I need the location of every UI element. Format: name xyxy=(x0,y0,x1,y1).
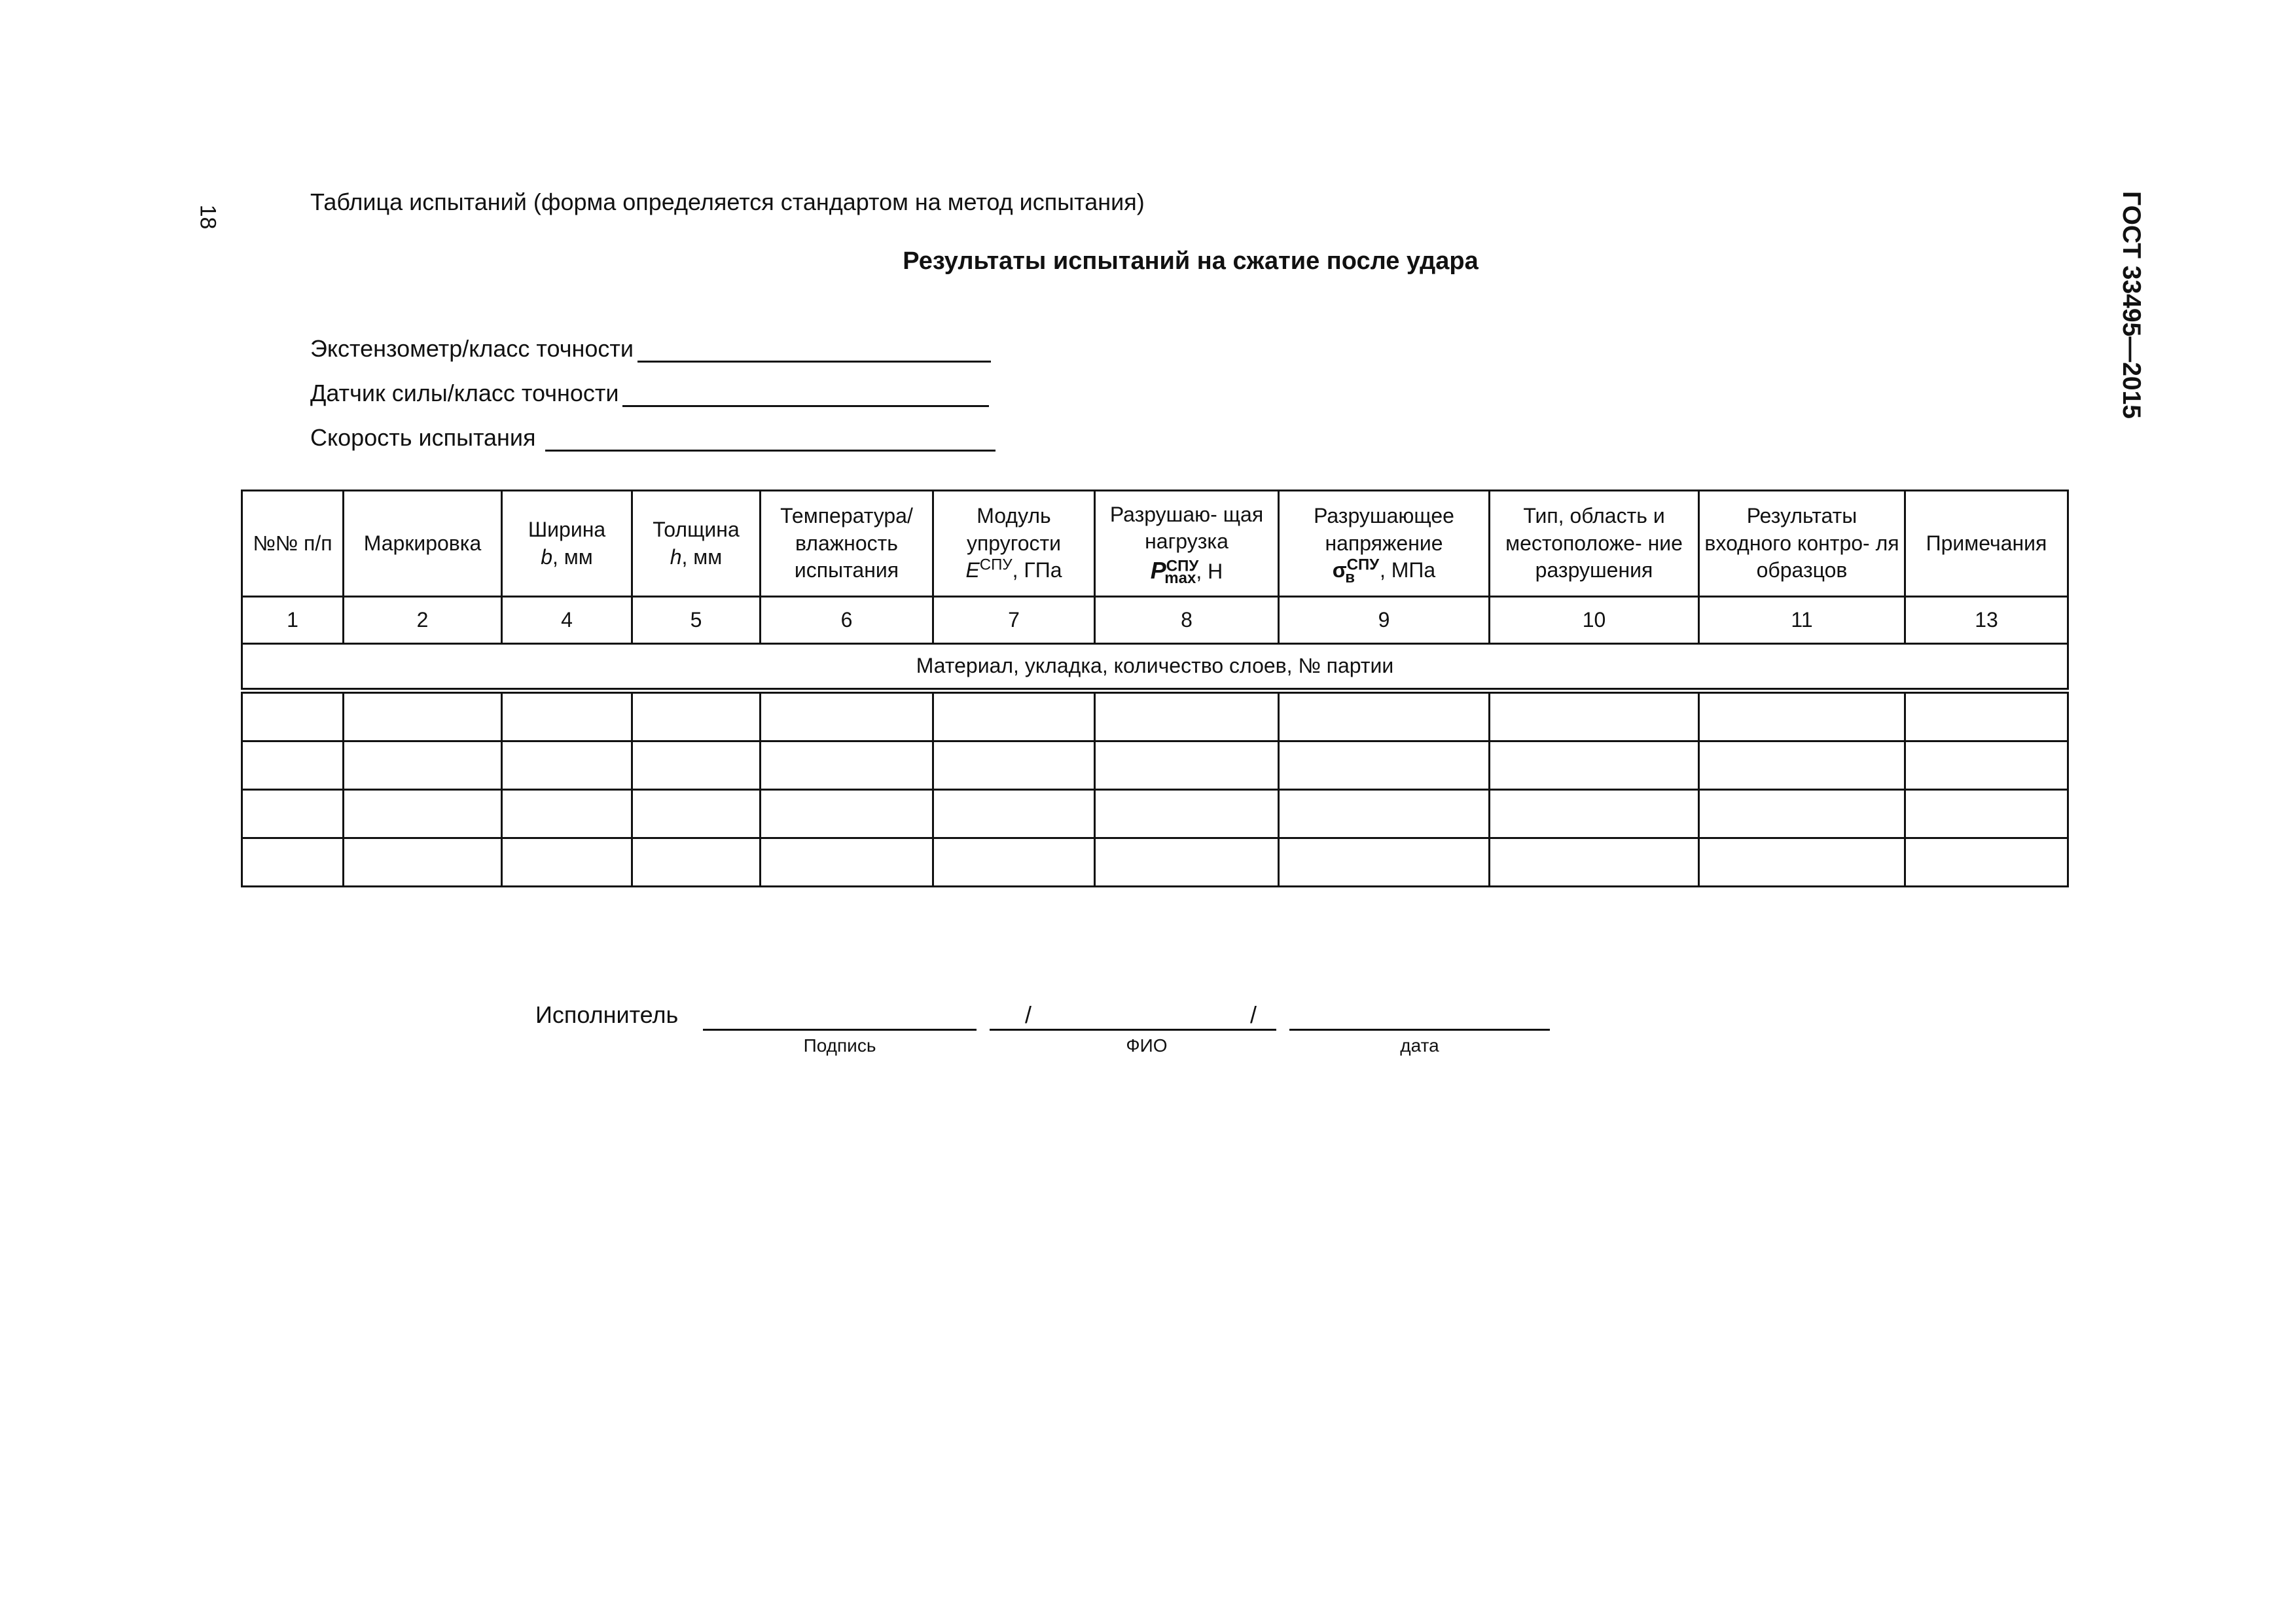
name-line[interactable] xyxy=(990,1029,1276,1031)
date-caption: дата xyxy=(1400,1035,1439,1056)
table-cell[interactable] xyxy=(1490,691,1699,741)
signature-caption: Подпись xyxy=(803,1035,876,1056)
table-cell[interactable] xyxy=(1095,741,1279,790)
header-cell: Температура/ влажность испытания xyxy=(761,491,933,597)
document-title: Результаты испытаний на сжатие после удара xyxy=(903,247,1479,275)
table-cell[interactable] xyxy=(1699,790,1905,838)
table-cell[interactable] xyxy=(632,790,761,838)
table-cell[interactable] xyxy=(1699,691,1905,741)
column-number: 9 xyxy=(1279,597,1490,644)
table-cell[interactable] xyxy=(761,790,933,838)
field-input-line[interactable] xyxy=(622,383,989,407)
standard-number: ГОСТ 33495—2015 xyxy=(2117,191,2145,419)
table-cell[interactable] xyxy=(242,691,344,741)
table-cell[interactable] xyxy=(933,790,1095,838)
page-number: 18 xyxy=(195,204,221,230)
table-cell[interactable] xyxy=(242,790,344,838)
table-cell[interactable] xyxy=(933,691,1095,741)
signature-line[interactable] xyxy=(703,1029,977,1031)
table-cell[interactable] xyxy=(1490,838,1699,887)
header-cell: Тип, область и местоположе- ние разрушения xyxy=(1490,491,1699,597)
column-number: 5 xyxy=(632,597,761,644)
table-cell[interactable] xyxy=(1279,691,1490,741)
column-number: 11 xyxy=(1699,597,1905,644)
header-cell: Толщина h, мм xyxy=(632,491,761,597)
table-cell[interactable] xyxy=(1095,790,1279,838)
table-row xyxy=(242,790,2068,838)
header-cell: Разрушающее напряжение $\sigma^{СПУ}_в$ , МПа xyxy=(1279,491,1490,597)
column-number: 13 xyxy=(1905,597,2068,644)
standard-header xyxy=(2087,191,2145,440)
column-number: 7 xyxy=(933,597,1095,644)
table-cell[interactable] xyxy=(1699,838,1905,887)
table-cell[interactable] xyxy=(761,838,933,887)
table-cell[interactable] xyxy=(1699,741,1905,790)
table-cell[interactable] xyxy=(1095,691,1279,741)
table-cell[interactable] xyxy=(502,691,632,741)
table-cell[interactable] xyxy=(1905,691,2068,741)
column-number: 10 xyxy=(1490,597,1699,644)
table-cell[interactable] xyxy=(344,691,502,741)
table-cell[interactable] xyxy=(1279,790,1490,838)
field-label: Экстензометр/класс точности xyxy=(310,335,634,362)
column-number: 4 xyxy=(502,597,632,644)
header-cell: Результаты входного контро- ля образцов xyxy=(1699,491,1905,597)
separator-slash: / xyxy=(1250,1001,1257,1028)
table-row xyxy=(242,691,2068,741)
table-cell[interactable] xyxy=(1279,838,1490,887)
table-cell[interactable] xyxy=(632,838,761,887)
table-cell[interactable] xyxy=(242,838,344,887)
table-cell[interactable] xyxy=(1279,741,1490,790)
table-cell[interactable] xyxy=(242,741,344,790)
field-force-sensor xyxy=(310,380,989,407)
field-extensometer xyxy=(310,335,991,363)
material-group-label: Материал, укладка, количество слоев, № партии xyxy=(242,644,2068,691)
table-cell[interactable] xyxy=(933,741,1095,790)
table-cell[interactable] xyxy=(1905,790,2068,838)
table-cell[interactable] xyxy=(1490,741,1699,790)
table-cell[interactable] xyxy=(933,838,1095,887)
table-row xyxy=(242,838,2068,887)
table-cell[interactable] xyxy=(1905,741,2068,790)
header-cell: Маркировка xyxy=(344,491,502,597)
field-test-speed xyxy=(310,424,996,452)
column-number: 8 xyxy=(1095,597,1279,644)
table-cell[interactable] xyxy=(502,790,632,838)
field-label: Датчик силы/класс точности xyxy=(310,380,619,406)
table-cell[interactable] xyxy=(632,691,761,741)
name-caption: ФИО xyxy=(1126,1035,1168,1056)
material-group-row xyxy=(242,644,2068,691)
column-number: 2 xyxy=(344,597,502,644)
executor-label: Исполнитель xyxy=(535,1001,679,1028)
header-cell: №№ п/п xyxy=(242,491,344,597)
header-cell: Разрушаю- щая нагрузка $P^{СПУ}_{max}$, Н xyxy=(1095,491,1279,597)
table-cell[interactable] xyxy=(502,838,632,887)
date-line[interactable] xyxy=(1289,1029,1550,1031)
table-cell[interactable] xyxy=(761,741,933,790)
table-cell[interactable] xyxy=(344,790,502,838)
table-cell[interactable] xyxy=(344,838,502,887)
column-number-row xyxy=(242,597,2068,644)
header-cell: Модуль упругости $E^{СПУ}$, ГПа xyxy=(933,491,1095,597)
header-cell: Ширина b, мм xyxy=(502,491,632,597)
field-label: Скорость испытания xyxy=(310,424,536,451)
field-input-line[interactable] xyxy=(545,427,996,452)
column-number: 1 xyxy=(242,597,344,644)
table-cell[interactable] xyxy=(1095,838,1279,887)
table-cell[interactable] xyxy=(502,741,632,790)
table-caption: Таблица испытаний (форма определяется стандартом на метод испытания) xyxy=(310,188,1145,215)
table-cell[interactable] xyxy=(1490,790,1699,838)
table-row xyxy=(242,741,2068,790)
results-table xyxy=(241,490,2069,887)
field-input-line[interactable] xyxy=(637,338,991,363)
table-cell[interactable] xyxy=(344,741,502,790)
column-number: 6 xyxy=(761,597,933,644)
header-cell: Примечания xyxy=(1905,491,2068,597)
table-header-row xyxy=(242,491,2068,597)
table-cell[interactable] xyxy=(632,741,761,790)
table-cell[interactable] xyxy=(1905,838,2068,887)
separator-slash: / xyxy=(1025,1001,1032,1028)
table-cell[interactable] xyxy=(761,691,933,741)
